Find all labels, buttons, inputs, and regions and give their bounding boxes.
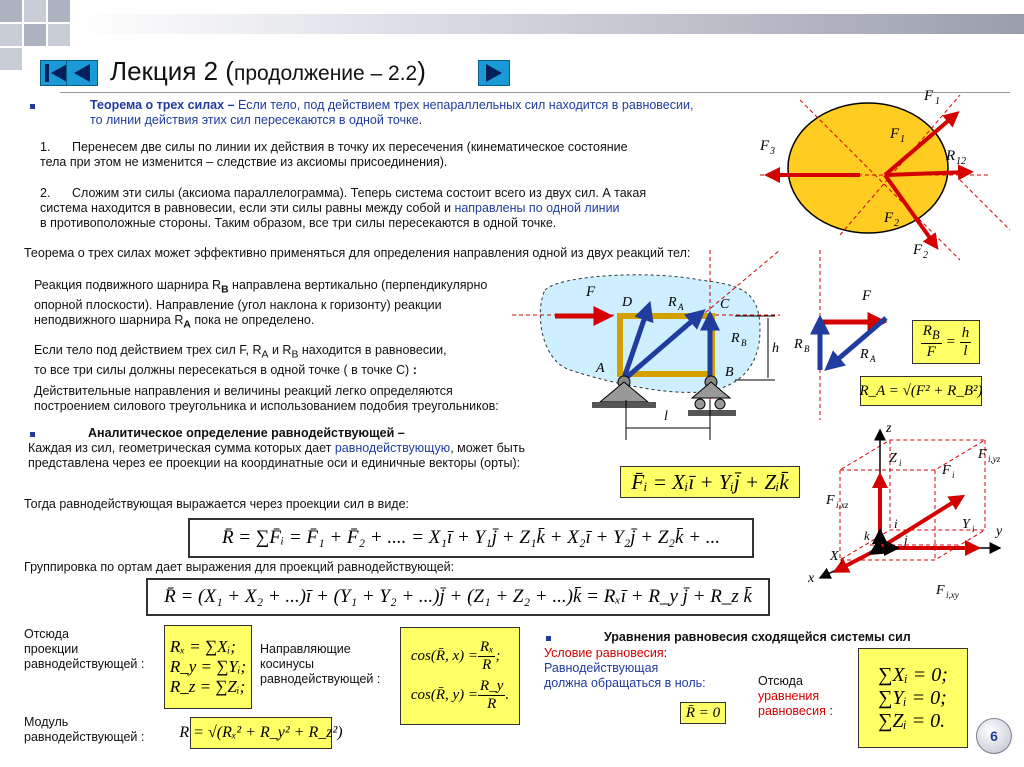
label-tri-f: F xyxy=(862,288,872,304)
cos-y-end: . xyxy=(505,687,510,703)
cos-y: cos(R̄, y) = xyxy=(410,687,479,703)
eq3-sub-a: A xyxy=(261,349,269,361)
real-line2: построением силового треугольника и использованием подобия треугольников: xyxy=(34,399,499,413)
label-y: y xyxy=(996,524,1003,539)
label-ra: R xyxy=(668,295,677,310)
eq-red-colon: : xyxy=(825,704,833,718)
label-fi-sub: i xyxy=(952,470,955,480)
cos-x-end: ; xyxy=(495,648,501,664)
label-z: z xyxy=(886,421,892,436)
ratio-right-num: h xyxy=(961,324,970,341)
application-line: Теорема о трех силах может эффективно применяться для определения направления одной из двух реакций тел: xyxy=(24,246,691,260)
step-2-line2-blue: направлены по одной линии xyxy=(454,201,620,215)
ratio-eq: = xyxy=(945,333,956,350)
label-f2-inner-sub: 2 xyxy=(894,218,899,229)
body-ellipse xyxy=(788,103,948,233)
label-fixy: F xyxy=(936,583,945,598)
formula-ra-text: R_A = √(F² + R_B²) xyxy=(859,382,983,399)
label-xi: X xyxy=(830,549,839,564)
eq3-line1-rest: находится в равновесии, xyxy=(298,343,447,357)
eq3-sub-b: B xyxy=(291,349,299,361)
force-triangle xyxy=(793,288,886,370)
step-1-line2: тела при этом не изменится – следствие из аксиомы присоединения). xyxy=(40,155,448,169)
label-f: F xyxy=(586,284,596,300)
label-a: A xyxy=(596,361,605,376)
theorem-text: Если тело, под действием трех непараллельных сил находится в равновесии, xyxy=(238,98,694,112)
reaction-sub-a: A xyxy=(183,319,191,330)
resultant-line: Тогда равнодействующая выражается через проекции сил в виде: xyxy=(24,497,410,511)
formula-mod: R = √(Rₓ² + R_y² + R_z²) xyxy=(179,724,343,741)
formula-r0: R̄ = 0 xyxy=(685,704,721,721)
reaction-line1-rest: направлена вертикально (перпендикулярно xyxy=(228,278,488,292)
label-fixz-sub: i,xz xyxy=(836,500,849,510)
label-zi: Z xyxy=(889,451,897,466)
cos-x-num: Rₓ xyxy=(480,639,494,655)
formula-ry: R_y = ∑Yᵢ; xyxy=(169,657,247,676)
action-line xyxy=(960,180,1010,230)
analytic-line2: представлена через ее проекции на координатные оси и единичные векторы (орты): xyxy=(28,456,521,470)
eq-line2: должна обращаться в ноль: xyxy=(544,676,706,690)
reaction-sub-b: B xyxy=(221,284,229,296)
formula-fi: F̄ᵢ = Xᵢī + Yᵢj̄ + Zᵢk̄ xyxy=(631,469,789,494)
eq-hence: Отсюда xyxy=(758,674,803,688)
reaction-line1: Реакция подвижного шарнира R xyxy=(34,278,222,292)
label-tri-ra: R xyxy=(860,347,869,362)
formula-eqy: ∑Yᵢ = 0; xyxy=(878,686,947,709)
mod-l1: Модуль xyxy=(24,715,69,729)
roller xyxy=(695,399,705,409)
eq3-colon: : xyxy=(409,362,417,377)
eq3-line1-mid: и R xyxy=(268,343,292,357)
step-2-line1: Сложим эти силы (аксиома параллелограмма). Теперь система состоит всего из двух сил. А такая xyxy=(72,186,647,200)
step-2-line3: в противоположные стороны. Таким образом, все три силы пересекаются в одной точке. xyxy=(40,216,557,230)
cos-x-den: R xyxy=(482,657,492,673)
label-h: h xyxy=(772,341,779,356)
analytic-line1: Каждая из сил, геометрическая сумма которых дает xyxy=(28,441,335,455)
ratio-r-sub: B xyxy=(931,328,940,342)
title-close: ) xyxy=(417,56,426,86)
formula-r-group: R̄ = (X₁ + X₂ + ...)ī + (Y₁ + Y₂ + ...)j̄ + (Z₁ + Z₂ + ...)k̄ = Rₓī + R_y j̄ + R_z k̄ xyxy=(164,586,752,607)
eq-red2: равновесия xyxy=(758,704,826,718)
box-lines xyxy=(840,440,985,560)
formula-rz: R_z = ∑Zᵢ; xyxy=(169,677,246,696)
formula-r-sum: R̄ = ∑F̄ᵢ = F̄₁ + F̄₂ + .... = X₁ī + Y₁j̄ + Z₁k̄ + X₂ī + Y₂j̄ + Z₂k̄ + ... xyxy=(221,527,721,548)
title-sub: продолжение – 2.2 xyxy=(233,62,418,85)
mod-l2: равнодействующей : xyxy=(24,730,145,744)
label-tri-rb-sub: B xyxy=(804,344,810,354)
label-rb: R xyxy=(731,331,740,346)
step-2-num: 2. xyxy=(40,186,51,200)
label-i: i xyxy=(894,516,898,531)
cos-y-num: R_y xyxy=(480,678,504,694)
three-forces-diagram xyxy=(759,88,1010,261)
proj-l2: проекции xyxy=(24,642,79,656)
label-fiyz: F xyxy=(978,447,987,462)
label-yi: Y xyxy=(962,517,970,532)
label-d: D xyxy=(622,295,633,310)
label-r12: R xyxy=(946,148,956,164)
roller xyxy=(715,399,725,409)
proj-l1: Отсюда xyxy=(24,627,69,641)
eq-cond-colon: : xyxy=(663,646,668,660)
label-tri-rb: R xyxy=(794,337,803,352)
label-rb-sub: B xyxy=(741,338,747,348)
label-f1-inner-sub: 1 xyxy=(900,134,905,145)
label-fi: F xyxy=(942,463,951,478)
tri-ra xyxy=(830,318,886,366)
analytic-line1-end: , может быть xyxy=(450,441,526,455)
dir-l3: равнодействующей : xyxy=(260,672,381,686)
label-f1-inner: F xyxy=(890,126,900,142)
grouping-line: Группировка по ортам дает выражения для проекций равнодействующей: xyxy=(24,560,455,574)
label-tri-ra-sub: A xyxy=(870,354,876,364)
dir-l2: косинусы xyxy=(260,657,315,671)
analytic-heading: Аналитическое определение равнодействующей – xyxy=(88,426,405,440)
label-c: C xyxy=(720,297,730,312)
label-l: l xyxy=(664,409,668,424)
label-r12-sub: 12 xyxy=(956,156,966,167)
title-main: Лекция 2 ( xyxy=(110,56,234,86)
step-1-num: 1. xyxy=(40,140,51,154)
label-f3-sub: 3 xyxy=(770,146,775,157)
real-line1: Действительные направления и величины реакций легко определяются xyxy=(34,384,453,398)
label-yi-sub: i xyxy=(972,524,975,534)
page-number-badge xyxy=(976,718,1012,754)
projection-3d-diagram xyxy=(807,421,1003,600)
ratio-r: R xyxy=(922,323,932,339)
label-k: k xyxy=(864,528,870,543)
ground-a xyxy=(592,402,656,408)
eq3-line2: то все три силы должны пересекаться в одной точке ( в точке C) xyxy=(34,362,410,377)
theorem-heading: Теорема о трех силах – xyxy=(90,98,238,112)
ratio-right-den: l xyxy=(963,342,968,359)
label-f2: F xyxy=(913,242,923,258)
formula-eqz: ∑Zᵢ = 0. xyxy=(878,709,946,732)
dir-l1: Направляющие xyxy=(260,642,351,656)
eq-red1: уравнения xyxy=(758,689,820,703)
vector-fi xyxy=(880,498,960,548)
analytic-line1-blue: равнодействующую xyxy=(334,441,451,455)
label-f3: F xyxy=(760,138,770,154)
ratio-left-den: F xyxy=(926,344,936,360)
ground-b xyxy=(688,410,736,416)
cos-x: cos(R̄, x) = xyxy=(410,648,479,664)
label-f1-sub: 1 xyxy=(935,96,940,107)
label-fixz: F xyxy=(826,493,835,508)
theorem-text-2: то линии действия этих сил пересекаются в одной точке xyxy=(90,113,419,127)
label-fixy-sub: i,xy xyxy=(946,590,959,600)
formula-rx: Rₓ = ∑Xᵢ; xyxy=(169,637,236,656)
label-zi-sub: i xyxy=(899,458,902,468)
cos-y-den: R xyxy=(487,696,497,712)
label-fiyz-sub: i,yz xyxy=(988,454,1001,464)
eq-cond: Условие равновесия xyxy=(544,646,664,660)
label-f2-inner: F xyxy=(884,210,894,226)
label-f1: F xyxy=(924,88,934,104)
step-1-line1: Перенесем две силы по линии их действия в точку их пересечения (кинематическое состояние xyxy=(72,140,628,154)
formula-eqx: ∑Xᵢ = 0; xyxy=(878,663,948,686)
label-x: x xyxy=(808,571,815,586)
eq-heading: Уравнения равновесия сходящейся системы сил xyxy=(604,630,911,644)
reaction-line3-rest: пока не определено. xyxy=(190,312,315,327)
label-j: j xyxy=(904,532,908,547)
frame-diagram xyxy=(512,250,820,440)
eq-line1: Равнодействующая xyxy=(544,661,659,675)
reaction-line3: неподвижного шарнира R xyxy=(34,312,184,327)
label-ra-sub: A xyxy=(678,302,684,312)
eq3-line1: Если тело под действием трех сил F, R xyxy=(34,343,262,357)
label-xi-sub: i xyxy=(840,556,843,566)
page-number: 6 xyxy=(990,728,998,744)
label-b: B xyxy=(725,365,734,380)
label-f2-sub: 2 xyxy=(923,250,928,261)
step-2-line2: система находится в равновесии, если эти силы равны между собой и xyxy=(40,201,455,215)
proj-l3: равнодействующей : xyxy=(24,657,145,671)
theorem-dot: . xyxy=(418,113,423,127)
reaction-line2: опорной плоскости). Направление (угол наклона к горизонту) реакции xyxy=(34,297,442,312)
